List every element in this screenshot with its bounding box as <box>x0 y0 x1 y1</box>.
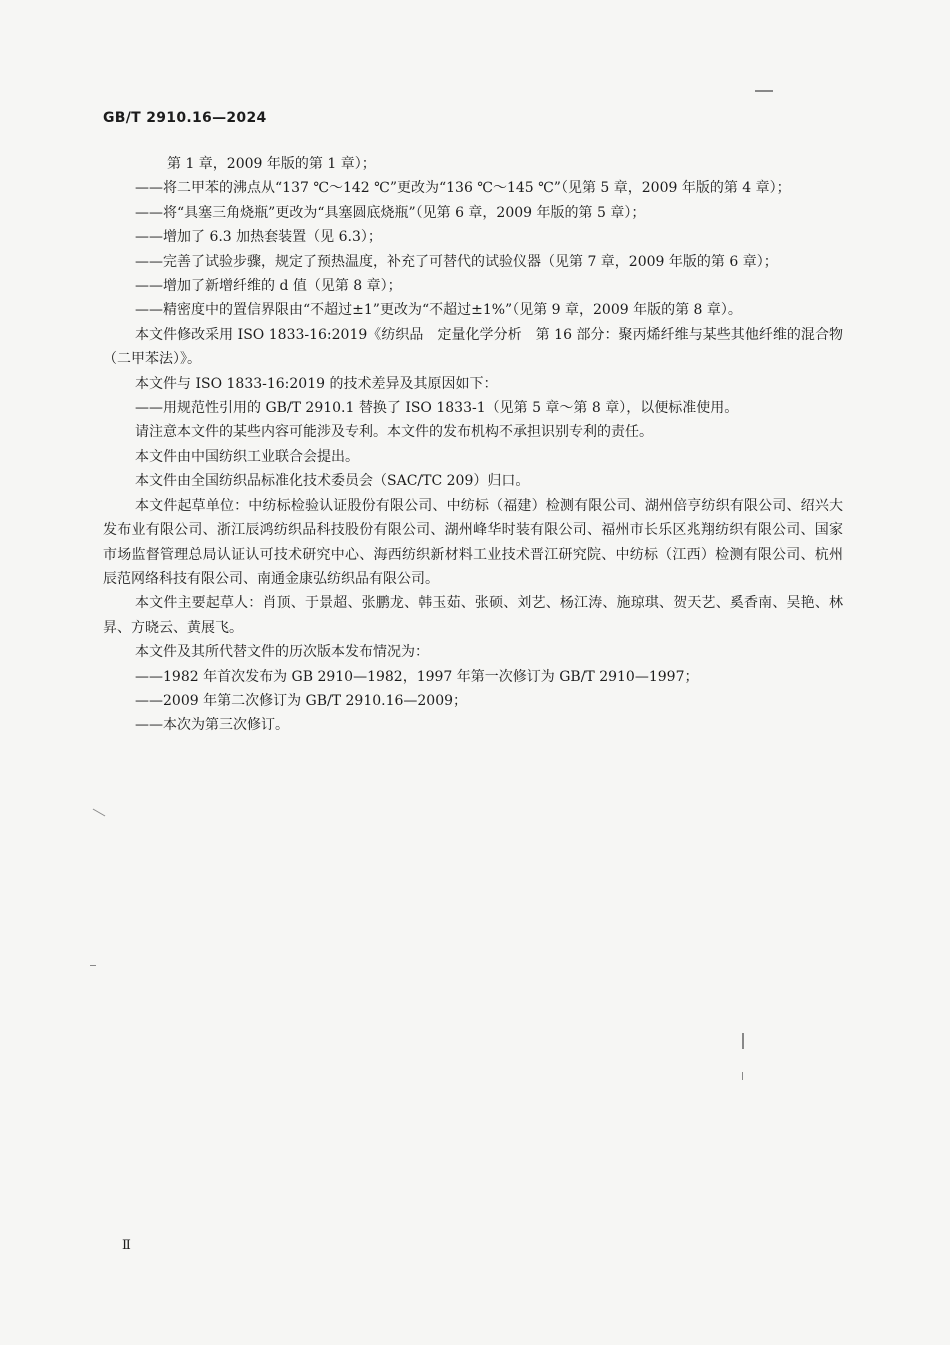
change-item: ——增加了新增纤维的 d 值（见第 8 章）； <box>135 278 402 295</box>
proposed-by: 本文件由中国纺织工业联合会提出。 <box>135 448 359 465</box>
drafters: 本文件主要起草人：肖顶、于景超、张鹏龙、韩玉茹、张硕、刘艺、杨江涛、施琼琪、贺天艺、奚香南、吴艳、林昇、方晓云、黄展飞。 <box>103 595 843 636</box>
centralized-by: 本文件由全国纺织品标准化技术委员会（SAC/TC 209）归口。 <box>135 473 530 490</box>
scan-speck <box>93 809 106 817</box>
continuation-line: 第 1 章，2009 年版的第 1 章）； <box>167 156 376 172</box>
history-item: ——1982 年首次发布为 GB 2910—1982，1997 年第一次修订为 GB/T 2910—1997； <box>135 668 699 685</box>
scan-speck <box>755 90 773 92</box>
history-intro: 本文件及其所代替文件的历次版本发布情况为： <box>135 644 429 661</box>
change-item: ——增加了 6.3 加热套装置（见 6.3）； <box>135 229 382 246</box>
change-item: ——精密度中的置信界限由“不超过±1”更改为“不超过±1%”（见第 9 章，2009 年版的第 8 章）。 <box>135 302 742 319</box>
patent-notice: 请注意本文件的某些内容可能涉及专利。本文件的发布机构不承担识别专利的责任。 <box>135 424 653 441</box>
scan-speck <box>90 965 96 966</box>
standard-number-header: GB/T 2910.16—2024 <box>103 110 267 126</box>
change-item: ——将“具塞三角烧瓶”更改为“具塞圆底烧瓶”（见第 6 章，2009 年版的第 5 章）； <box>135 204 646 221</box>
history-item: ——本次为第三次修订。 <box>135 717 289 734</box>
history-item: ——2009 年第二次修订为 GB/T 2910.16—2009； <box>135 692 468 709</box>
tech-diff-intro: 本文件与 ISO 1833-16:2019 的技术差异及其原因如下： <box>135 375 498 392</box>
scan-speck <box>742 1072 743 1080</box>
adoption-paragraph: 本文件修改采用 ISO 1833-16:2019《纺织品 定量化学分析 第 16 部分：聚丙烯纤维与某些其他纤维的混合物（二甲苯法）》。 <box>103 326 843 368</box>
page-number: Ⅱ <box>122 1238 131 1253</box>
drafting-units: 本文件起草单位：中纺标检验认证股份有限公司、中纺标（福建）检测有限公司、湖州倍亨纺织有限公司、绍兴大发布业有限公司、浙江辰鸿纺织品科技股份有限公司、湖州峰华时装有限公司、福州市长乐区兆翔纺织有限公司、国家市场监督管理总局认证认可技术研究中心、海西纺织新材料工业技术晋江研究院、中纺标（江西）检测有限公司、杭州辰范网络科技有限公司、南通金康弘纺织品有限公司。 <box>103 497 843 587</box>
change-item: ——将二甲苯的沸点从“137 ℃～142 ℃”更改为“136 ℃～145 ℃”（见第 5 章，2009 年版的第 4 章）； <box>135 180 791 197</box>
tech-diff-item: ——用规范性引用的 GB/T 2910.1 替换了 ISO 1833-1（见第 5 章～第 8 章），以便标准使用。 <box>135 400 739 417</box>
foreword-body <box>103 152 843 738</box>
change-item: ——完善了试验步骤，规定了预热温度，补充了可替代的试验仪器（见第 7 章，2009 年版的第 6 章）； <box>135 253 778 270</box>
scan-speck <box>742 1033 744 1049</box>
